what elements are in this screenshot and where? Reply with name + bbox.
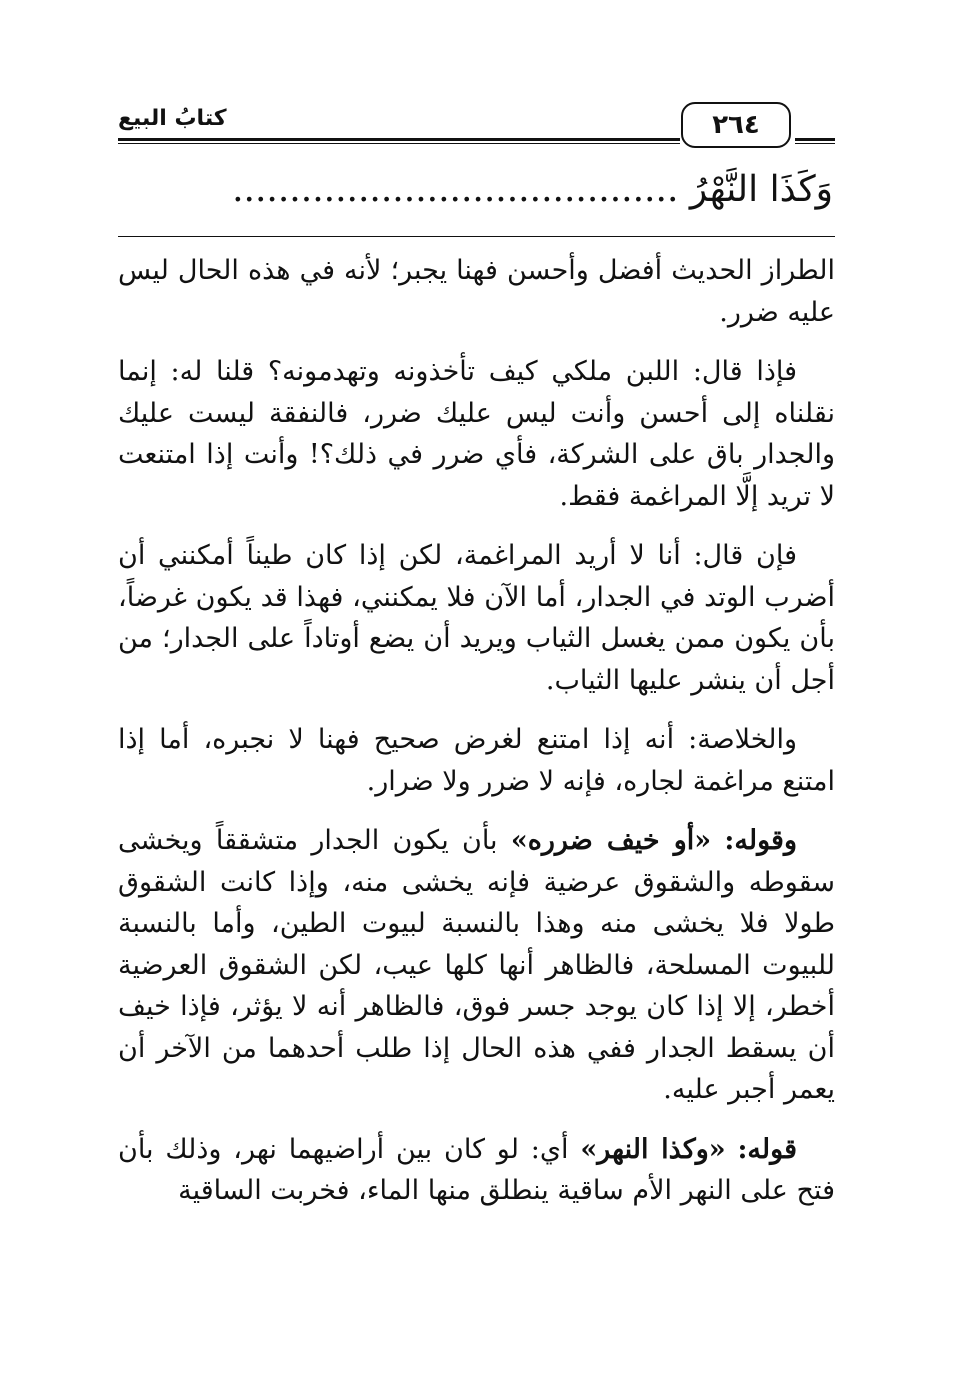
header-rule [118,138,680,141]
quoted-matn: «وكذا النهر» [580,1133,726,1165]
paragraph-6 [118,1129,835,1212]
matn-dots: ....................................... [232,169,679,210]
matn-text: وَكَذَا النَّهْرُ [689,169,833,210]
paragraph-text: والخلاصة: أنه إذا امتنع لغرض صحيح فهنا لا نجبره، أما إذا امتنع مراغمة لجاره، فإنه لا ضرر ولا ضرار. [118,724,835,797]
paragraph-text: أي: لو كان بين أراضيهما نهر، وذلك بأن فتح على النهر الأم ساقية ينطلق منها الماء، فخربت الساقية [118,1133,835,1206]
paragraph-text: الطراز الحديث أفضل وأحسن فهنا يجبر؛ لأنه في هذه الحال ليس عليه ضرر. [118,255,835,328]
paragraph-text: فإذا قال: اللبن ملكي كيف تأخذونه وتهدمونه؟ قلنا له: إنما نقلناه إلى أحسن وأنت ليس عليك ضرر، فالنفقة ليست عليك والجدار باق على الشركة، فأي ضرر في ذلك؟! وأنت إذا امتنعت لا تريد إلَّا المراغمة فقط. [118,356,835,512]
paragraph-5 [118,820,835,1111]
page-header [118,102,835,148]
matn-line [118,160,833,220]
matn-divider [118,236,835,237]
paragraph-1 [118,250,835,333]
header-rule-right-thin [795,143,835,144]
header-rule-right [795,138,835,141]
header-rule-thin [118,143,680,144]
page-number: ٢٦٤ [681,102,791,148]
paragraph-lead: قوله: [737,1133,797,1165]
book-title: كتابُ البيع [118,106,227,131]
commentary-body [118,250,835,1230]
paragraph-2 [118,351,835,517]
paragraph-4 [118,719,835,802]
paragraph-3 [118,535,835,701]
paragraph-text: فإن قال: أنا لا أريد المراغمة، لكن إذا كان طيناً أمكنني أن أضرب الوتد في الجدار، أما الآن فلا يمكنني، فهذا قد يكون غرضاً، بأن يكون ممن يغسل الثياب ويريد أن يضع أوتاداً على الجدار؛ من أجل أن ينشر عليها الثياب. [118,540,835,696]
paragraph-text: بأن يكون الجدار متشققاً ويخشى سقوطه والشقوق عرضية فإنه يخشى منه، وإذا كانت الشقوق طولا فلا يخشى منه وهذا بالنسبة لبيوت الطين، وأما بالنسبة للبيوت المسلحة، فالظاهر أنها كلها عيب، لكن الشقوق العرضية أخطر، إلا إذا كان يوجد جسر فوق، فالظاهر أنه لا يؤثر، فإذا خيف أن يسقط الجدار ففي هذه الحال إذا طلب أحدهما من الآخر أن يعمر أجبر عليه. [118,825,835,1105]
paragraph-lead: وقوله: [724,825,797,856]
quoted-matn: «أو خيف ضرره» [510,825,712,856]
